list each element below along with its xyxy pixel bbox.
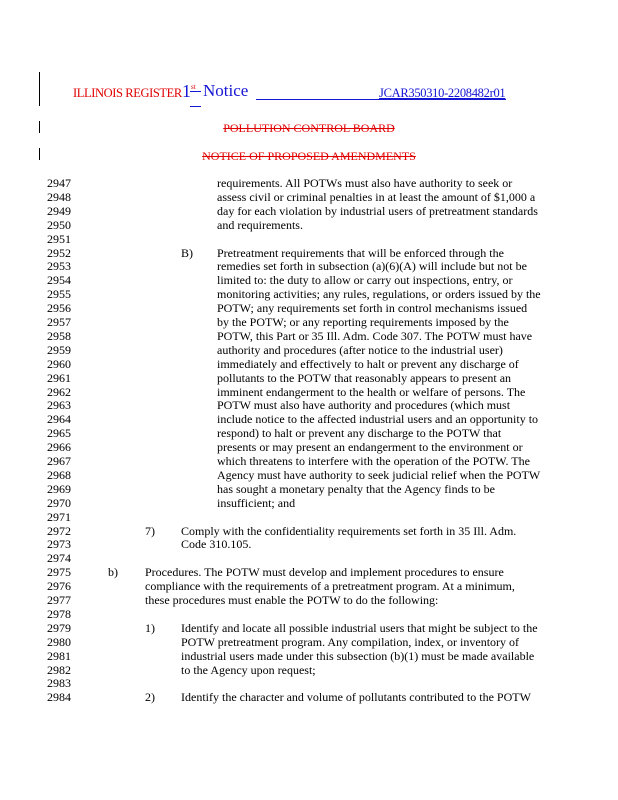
line-number: 2953 xyxy=(47,259,71,274)
line-number: 2963 xyxy=(47,398,71,413)
line-number: 2969 xyxy=(47,481,71,496)
line-text: and requirements. xyxy=(217,217,303,232)
line-text: Identify the character and volume of pollutants contributed to the POTW xyxy=(181,690,531,705)
line-number: 2960 xyxy=(47,356,71,371)
line-text: POTW must also have authority and procedures (which must xyxy=(217,398,511,413)
line-number: 2977 xyxy=(47,593,71,607)
issue-suffix: st xyxy=(191,83,196,91)
line-number: 2968 xyxy=(47,467,71,482)
double-underline-mark xyxy=(190,91,201,107)
line-number: 2978 xyxy=(47,606,71,621)
line-number: 2952 xyxy=(47,245,71,260)
line-number: 2966 xyxy=(47,440,71,455)
line-number: 2947 xyxy=(47,176,71,190)
line-number: 2984 xyxy=(47,690,71,705)
line-text: day for each violation by industrial users of pretreatment standards xyxy=(217,203,538,218)
notice-label: Notice xyxy=(203,81,249,100)
jcar-code: JCAR350310-2208482r01 xyxy=(379,86,506,100)
line-text: monitoring activities; any rules, regulations, or orders issued by the xyxy=(217,287,541,302)
line-text: these procedures must enable the POTW to do the following: xyxy=(145,593,439,607)
line-text: compliance with the requirements of a pretreatment program. At a minimum, xyxy=(145,579,515,594)
line-text: Identify and locate all possible industrial users that might be subject to the xyxy=(181,620,538,635)
line-text: limited to: the duty to allow or carry out inspections, entry, or xyxy=(217,273,513,288)
item-label: 2) xyxy=(145,690,155,705)
notice-title: NOTICE OF PROPOSED AMENDMENTS xyxy=(202,149,416,163)
line-text: Code 310.105. xyxy=(181,537,252,552)
item-label: 1) xyxy=(145,620,155,635)
line-text: by the POTW; or any reporting requirements imposed by the xyxy=(217,315,509,329)
line-text: imminent endangerment to the health or welfare of persons. The xyxy=(217,384,526,399)
line-number: 2979 xyxy=(47,620,71,635)
line-number: 2950 xyxy=(47,217,71,232)
line-text: presents or may present an endangerment to the environment or xyxy=(217,440,523,455)
line-number: 2973 xyxy=(47,537,71,552)
issue-number: 1 xyxy=(182,81,191,101)
line-text: remedies set forth in subsection (a)(6)(A) will include but not be xyxy=(217,259,527,274)
line-text: pollutants to the POTW that reasonably appears to present an xyxy=(217,370,512,385)
line-text: immediately and effectively to halt or prevent any discharge of xyxy=(217,356,519,371)
board-title: POLLUTION CONTROL BOARD xyxy=(223,121,395,135)
line-number: 2970 xyxy=(47,495,71,510)
line-number: 2957 xyxy=(47,315,71,329)
line-number: 2972 xyxy=(47,523,71,538)
item-label: B) xyxy=(181,245,193,260)
line-text: POTW; any requirements set forth in control mechanisms issued xyxy=(217,301,528,316)
line-text: Procedures. The POTW must develop and implement procedures to ensure xyxy=(145,565,504,580)
line-number: 2982 xyxy=(47,662,71,677)
line-text: respond) to halt or prevent any discharge to the POTW that xyxy=(217,426,502,441)
line-text: insufficient; and xyxy=(217,495,296,510)
page-header xyxy=(73,83,593,109)
line-number: 2965 xyxy=(47,426,71,441)
item-label: 7) xyxy=(145,523,155,538)
line-text: authority and procedures (after notice to the industrial user) xyxy=(217,342,503,357)
line-text: which threatens to interfere with the operation of the POTW. The xyxy=(217,454,530,468)
line-number: 2980 xyxy=(47,634,71,649)
line-number: 2959 xyxy=(47,342,71,357)
line-number: 2974 xyxy=(47,551,71,566)
line-text: POTW pretreatment program. Any compilation, index, or inventory of xyxy=(181,634,520,649)
register-label: ILLINOIS REGISTER xyxy=(73,86,182,100)
line-number: 2949 xyxy=(47,203,71,218)
line-text: Pretreatment requirements that will be enforced through the xyxy=(217,245,504,260)
line-number: 2967 xyxy=(47,454,71,468)
line-number: 2961 xyxy=(47,370,71,385)
line-text: Comply with the confidentiality requirements set forth in 35 Ill. Adm. xyxy=(181,523,517,538)
line-number: 2981 xyxy=(47,648,71,663)
line-number: 2976 xyxy=(47,579,71,594)
line-number: 2955 xyxy=(47,287,71,302)
line-text: requirements. All POTWs must also have authority to seek or xyxy=(217,176,513,190)
line-text: POTW, this Part or 35 Ill. Adm. Code 307. The POTW must have xyxy=(217,328,533,343)
line-text: include notice to the affected industrial users and an opportunity to xyxy=(217,412,539,427)
change-bar xyxy=(39,72,40,106)
line-text: to the Agency upon request; xyxy=(181,662,316,677)
line-text: Agency must have authority to seek judicial relief when the POTW xyxy=(217,467,541,482)
line-number: 2951 xyxy=(47,231,71,246)
line-text: assess civil or criminal penalties in at least the amount of $1,000 a xyxy=(217,189,536,204)
line-number: 2962 xyxy=(47,384,71,399)
line-number: 2983 xyxy=(47,676,71,691)
line-number: 2954 xyxy=(47,273,71,288)
line-number: 2971 xyxy=(47,509,71,524)
line-number: 2964 xyxy=(47,412,71,427)
line-number: 2975 xyxy=(47,565,71,580)
line-number: 2956 xyxy=(47,301,71,316)
line-text: industrial users made under this subsection (b)(1) must be made available xyxy=(181,648,535,663)
line-number: 2958 xyxy=(47,328,71,343)
line-text: has sought a monetary penalty that the Agency finds to be xyxy=(217,481,495,496)
line-number: 2948 xyxy=(47,189,71,204)
item-label: b) xyxy=(108,565,118,580)
